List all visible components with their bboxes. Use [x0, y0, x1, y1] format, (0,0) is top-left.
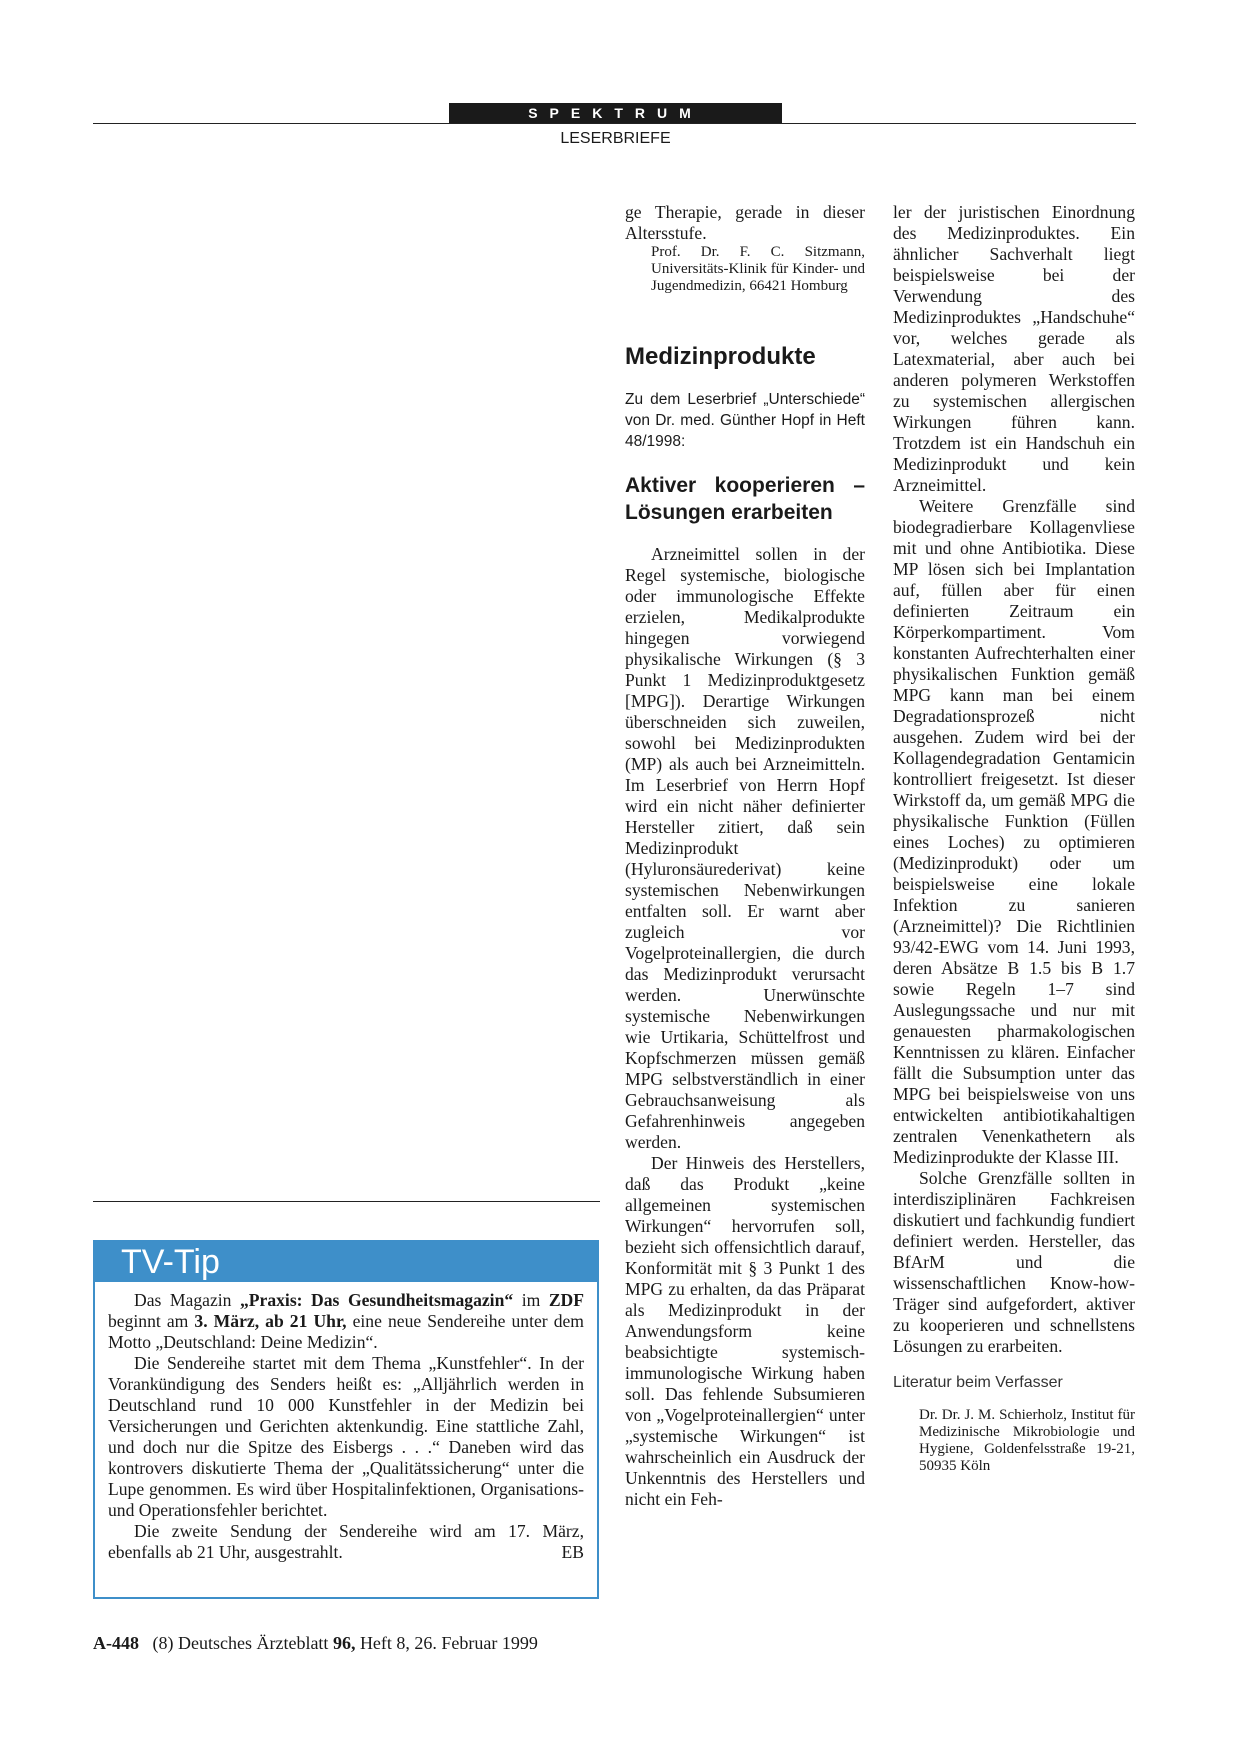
footer-journal: (8) Deutsches Ärzteblatt [152, 1633, 333, 1653]
tv-tip-text: Das Magazin [134, 1290, 240, 1310]
letter-title: Aktiver kooperieren – Lösungen erarbeiten [625, 474, 865, 524]
article-title: Medizinprodukte [625, 343, 816, 370]
tv-tip-paragraph: Die Sendereihe startet mit dem Thema „Kunstfehler“. In der Vorankündigung des Senders heißt es: „Alljährlich werden in Deutschland rund 10 000 Kunstfehler in der Medizin bei Versicherungen und Gerichten aktenkundig. Eine stattliche Zahl, und doch nur die Spitze des Eisbergs . . .“ Daneben wird das kontrovers diskutierte Thema der „Qualitätssicherung“ unter die Lupe genommen. Es wird über Hospitalinfektionen, Organisations- und Operationsfehler berichtet. [108, 1353, 584, 1520]
tv-tip-text: im [513, 1290, 549, 1310]
body-paragraph: Der Hinweis des Herstellers, daß das Produkt „keine allgemeinen systemischen Wirkungen“ hervorrufen soll, bezieht sich offensichtlich darauf, Konformität mit § 3 Punkt 1 des MPG zu erhalten, da das Präparat als Medizinprodukt in der Anwendungsform keine beabsichtigte systemisch-immunologische Wirkung haben soll. Das fehlende Subsumieren von „Vogelproteinallergien“ unter „systemische Wirkungen“ ist wahrscheinlich ein Ausdruck der Unkenntnis des Herstellers und nicht ein Feh- [625, 1153, 865, 1509]
previous-letter-author: Prof. Dr. F. C. Sitzmann, Universitäts-Klinik für Kinder- und Jugendmedizin, 66421 Homburg [651, 244, 865, 294]
continuation-text: ge Therapie, gerade in dieser Altersstufe. [625, 202, 865, 243]
body-paragraph: Weitere Grenzfälle sind biodegradierbare Kollagenvliese mit und ohne Antibiotika. Diese MP lösen sich bei Implantation auf, füllen aber für einen definierten Zeitraum ein Körperkompartiment. Vom konstanten Aufrechterhalten einer physikalischen Funktion gemäß MPG kann man bei einem Degradationsprozeß nicht ausgehen. Zudem wird bei der Kollagendegradation Gentamicin kontrolliert freigesetzt. Ist dieser Wirkstoff da, um gemäß MPG die physikalische Funktion (Füllen eines Loches) zu optimieren (Medizinprodukt) oder um beispielsweise eine lokale Infektion zu sanieren (Arzneimittel)? Die Richtlinien 93/42-EWG vom 14. Juni 1993, deren Absätze B 1.5 bis B 1.7 sowie Regeln 1–7 sind Auslegungssache und nur mit genauesten pharmakologischen Kenntnissen zu klären. Einfacher fällt die Subsumption unter das MPG bei beispielsweise von uns entwickelten antibiotikahaltigen zentralen Venenkathetern als Medizinprodukte der Klasse III. [893, 496, 1135, 1167]
tv-tip-channel: ZDF [548, 1290, 584, 1310]
section-title: SPEKTRUM [449, 103, 782, 123]
column-middle [625, 202, 865, 1510]
article-intro: Zu dem Leserbrief „Unterschiede“ von Dr. med. Günther Hopf in Heft 48/1998: [625, 391, 865, 450]
body-paragraph: Arzneimittel sollen in der Regel systemische, biologische oder immunologische Effekte erzielen, Medikalprodukte hingegen vorwiegend physikalische Wirkungen (§ 3 Punkt 1 Medizinproduktgesetz [MPG]). Derartige Wirkungen überschneiden sich zuweilen, sowohl bei Medizinprodukten (MP) als auch bei Arzneimitteln. Im Leserbrief von Herrn Hopf wird ein nicht näher definierter Hersteller zitiert, daß sein Medizinprodukt (Hyluronsäurederivat) keine systemischen Nebenwirkungen entfalten soll. Er warnt aber zugleich vor Vogelproteinallergien, die durch das Medizinprodukt verursacht werden. Unerwünschte systemische Nebenwirkungen wie Urtikaria, Schüttelfrost und Kopfschmerzen müssen gemäß MPG selbstverständlich in einer Gebrauchsanweisung als Gefahrenhinweis angegeben werden. [625, 544, 865, 1152]
tv-tip-magazine-name: „Praxis: Das Gesundheitsmagazin“ [239, 1290, 514, 1310]
tv-tip-rule [93, 1201, 600, 1202]
section-subtitle: LESERBRIEFE [560, 130, 671, 147]
footer-issue: Heft 8, 26. Februar 1999 [355, 1633, 538, 1653]
letter-author: Dr. Dr. J. M. Schierholz, Institut für Medizinische Mikrobiologie und Hygiene, Goldenfelsstraße 19-21, 50935 Köln [919, 1407, 1135, 1474]
tv-tip-text: Die zweite Sendung der Sendereihe wird am 17. März, ebenfalls ab 21 Uhr, ausgestrahlt. [108, 1521, 584, 1562]
tv-tip-paragraph [108, 1290, 584, 1353]
page-code: A-448 [93, 1633, 139, 1653]
tv-tip-body [108, 1290, 584, 1563]
footer-volume: 96, [332, 1633, 356, 1653]
column-right [893, 202, 1135, 1475]
page-footer [93, 1632, 538, 1654]
tv-tip-signature: EB [561, 1542, 584, 1562]
body-paragraph: Solche Grenzfälle sollten in interdisziplinären Fachkreisen diskutiert und fachkundig fundiert definiert werden. Hersteller, das BfArM und die wissenschaftlichen Know-how-Träger sind aufgefordert, aktiver zu kooperieren und schnellstens Lösungen zu erarbeiten. [893, 1168, 1135, 1356]
tv-tip-box [93, 1240, 599, 1599]
tv-tip-title: TV-Tip [95, 1242, 597, 1282]
tv-tip-text: eine neue Sendereihe unter dem Motto „Deutschland: Deine Medizin“. [108, 1311, 584, 1352]
tv-tip-start-date: 3. März, ab 21 Uhr, [194, 1311, 347, 1331]
body-paragraph: ler der juristischen Einordnung des Medizinproduktes. Ein ähnlicher Sachverhalt liegt beispielsweise bei der Verwendung des Medizinproduktes „Handschuhe“ vor, welches gerade als Latexmaterial, aber auch bei anderen polymeren Werkstoffen zu systemischen allergischen Wirkungen führen kann. Trotzdem ist ein Handschuh ein Medizinprodukt und kein Arzneimittel. [893, 202, 1135, 495]
tv-tip-text: beginnt am [108, 1311, 195, 1331]
header-rule [93, 123, 1136, 124]
literature-note: Literatur beim Verfasser [893, 1374, 1063, 1391]
tv-tip-paragraph [108, 1521, 584, 1563]
